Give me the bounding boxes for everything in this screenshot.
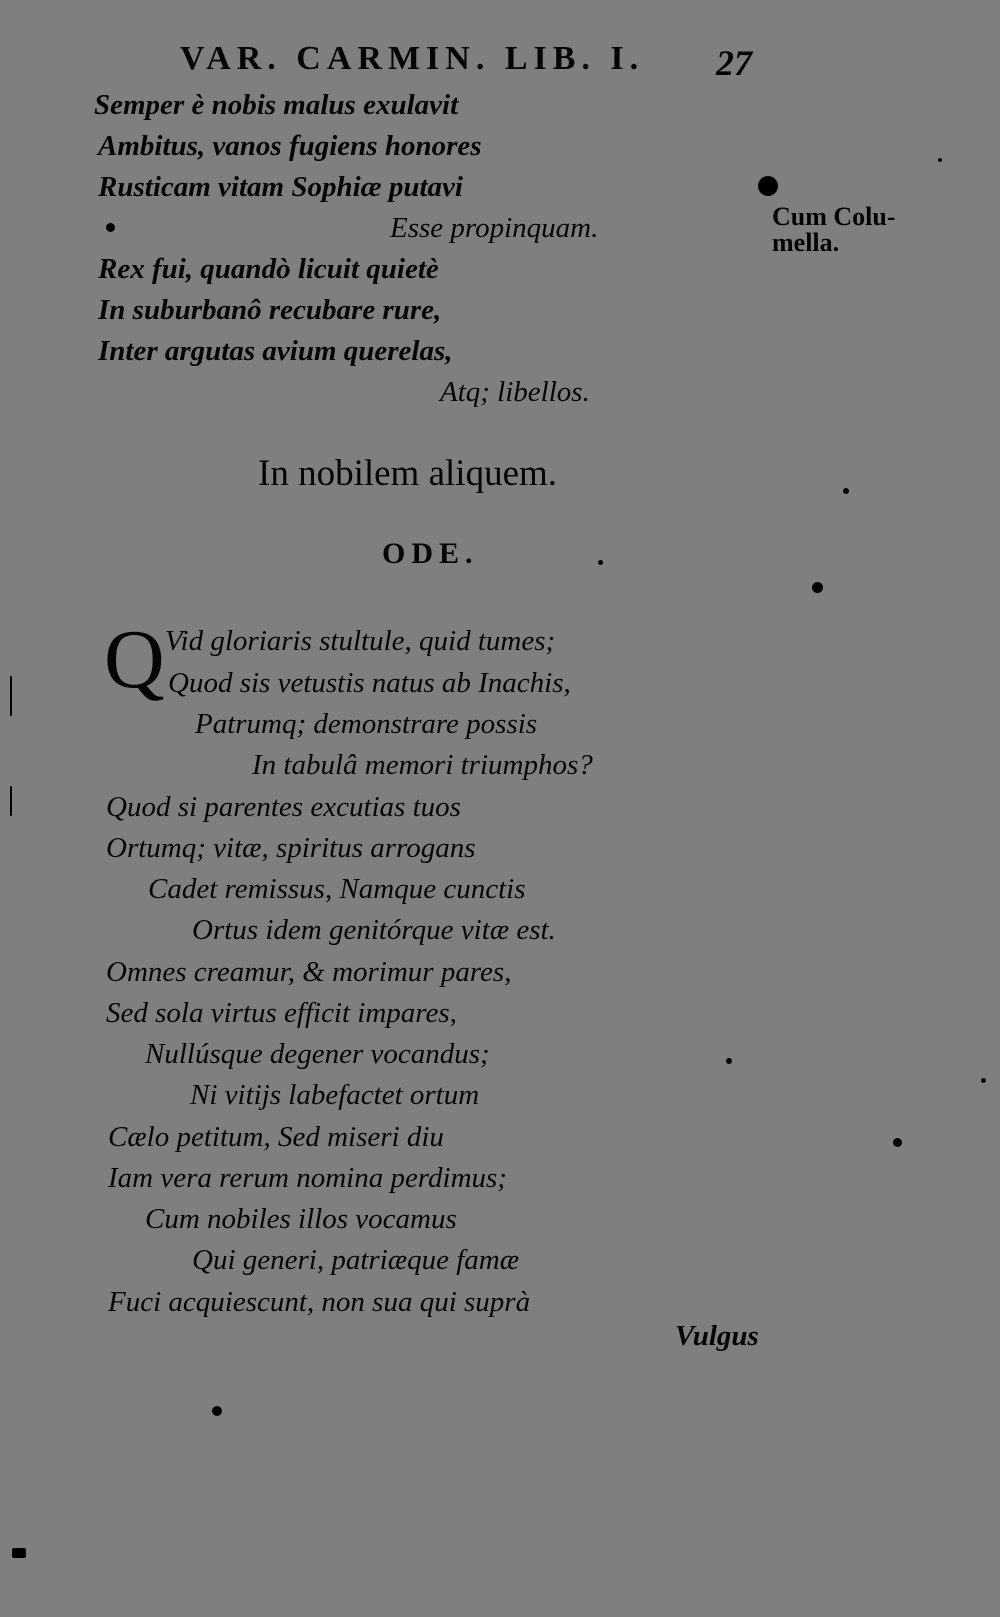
verse-line: Ni vitijs labefactet ortum: [190, 1079, 480, 1111]
ink-speck: [843, 488, 849, 494]
ink-speck: [812, 582, 823, 593]
ink-speck: [758, 176, 778, 196]
ink-speck: [12, 1548, 26, 1558]
verse-line: Cælo petitum, Sed miseri diu: [108, 1121, 444, 1153]
verse-line: Ortus idem genitórque vitæ est.: [192, 914, 556, 946]
verse-line: Rex fui, quandò licuit quietè: [98, 253, 439, 285]
verse-line: Semper è nobis malus exulavit: [94, 89, 459, 121]
margin-note-line: mella.: [772, 228, 840, 257]
catchword: Vulgus: [675, 1320, 759, 1352]
verse-line: Nullúsque degener vocandus;: [145, 1038, 490, 1070]
poem-subtitle: ODE.: [382, 537, 479, 570]
verse-line: Esse propinquam.: [390, 212, 599, 244]
verse-line: Iam vera rerum nomina perdimus;: [108, 1162, 507, 1194]
ink-speck: [981, 1078, 986, 1083]
verse-line: Atq; libellos.: [440, 376, 590, 408]
verse-line: Cadet remissus, Namque cunctis: [148, 873, 526, 905]
running-title: VAR. CARMIN. LIB. I.: [180, 40, 645, 77]
margin-note-line: Cum Colu-: [772, 202, 896, 231]
drop-cap: Q: [104, 613, 165, 706]
ink-speck: [726, 1058, 732, 1064]
page-number: 27: [716, 43, 752, 83]
verse-line: Vid gloriaris stultule, quid tumes;: [165, 625, 556, 657]
verse-line: Rusticam vitam Sophiæ putavi: [98, 171, 463, 203]
verse-line: Qui generi, patriæque famæ: [192, 1244, 520, 1276]
verse-line: Sed sola virtus efficit impares,: [106, 997, 457, 1029]
verse-line: Ortumq; vitæ, spiritus arrogans: [106, 832, 476, 864]
verse-line: Patrumq; demonstrare possis: [195, 708, 538, 740]
verse-line: Ambitus, vanos fugiens honores: [98, 130, 482, 162]
ink-speck: [10, 676, 12, 716]
verse-line: Quod si parentes excutias tuos: [106, 791, 461, 823]
poem-title: In nobilem aliquem.: [258, 453, 558, 494]
verse-line: Fuci acquiescunt, non sua qui suprà: [108, 1286, 531, 1318]
verse-line: Omnes creamur, & morimur pares,: [106, 956, 512, 988]
ink-speck: [598, 560, 603, 565]
verse-line: Cum nobiles illos vocamus: [145, 1203, 457, 1235]
ink-speck: [938, 158, 942, 162]
ink-speck: [10, 786, 12, 816]
verse-line: Quod sis vetustis natus ab Inachis,: [168, 667, 571, 699]
ink-speck: [893, 1138, 902, 1147]
verse-line: Inter argutas avium querelas,: [98, 335, 453, 367]
verse-line: In suburbanô recubare rure,: [98, 294, 442, 326]
margin-note: [772, 204, 896, 256]
verse-line: In tabulâ memori triumphos?: [252, 749, 593, 781]
ink-speck: [106, 223, 115, 232]
ink-speck: [212, 1406, 222, 1416]
